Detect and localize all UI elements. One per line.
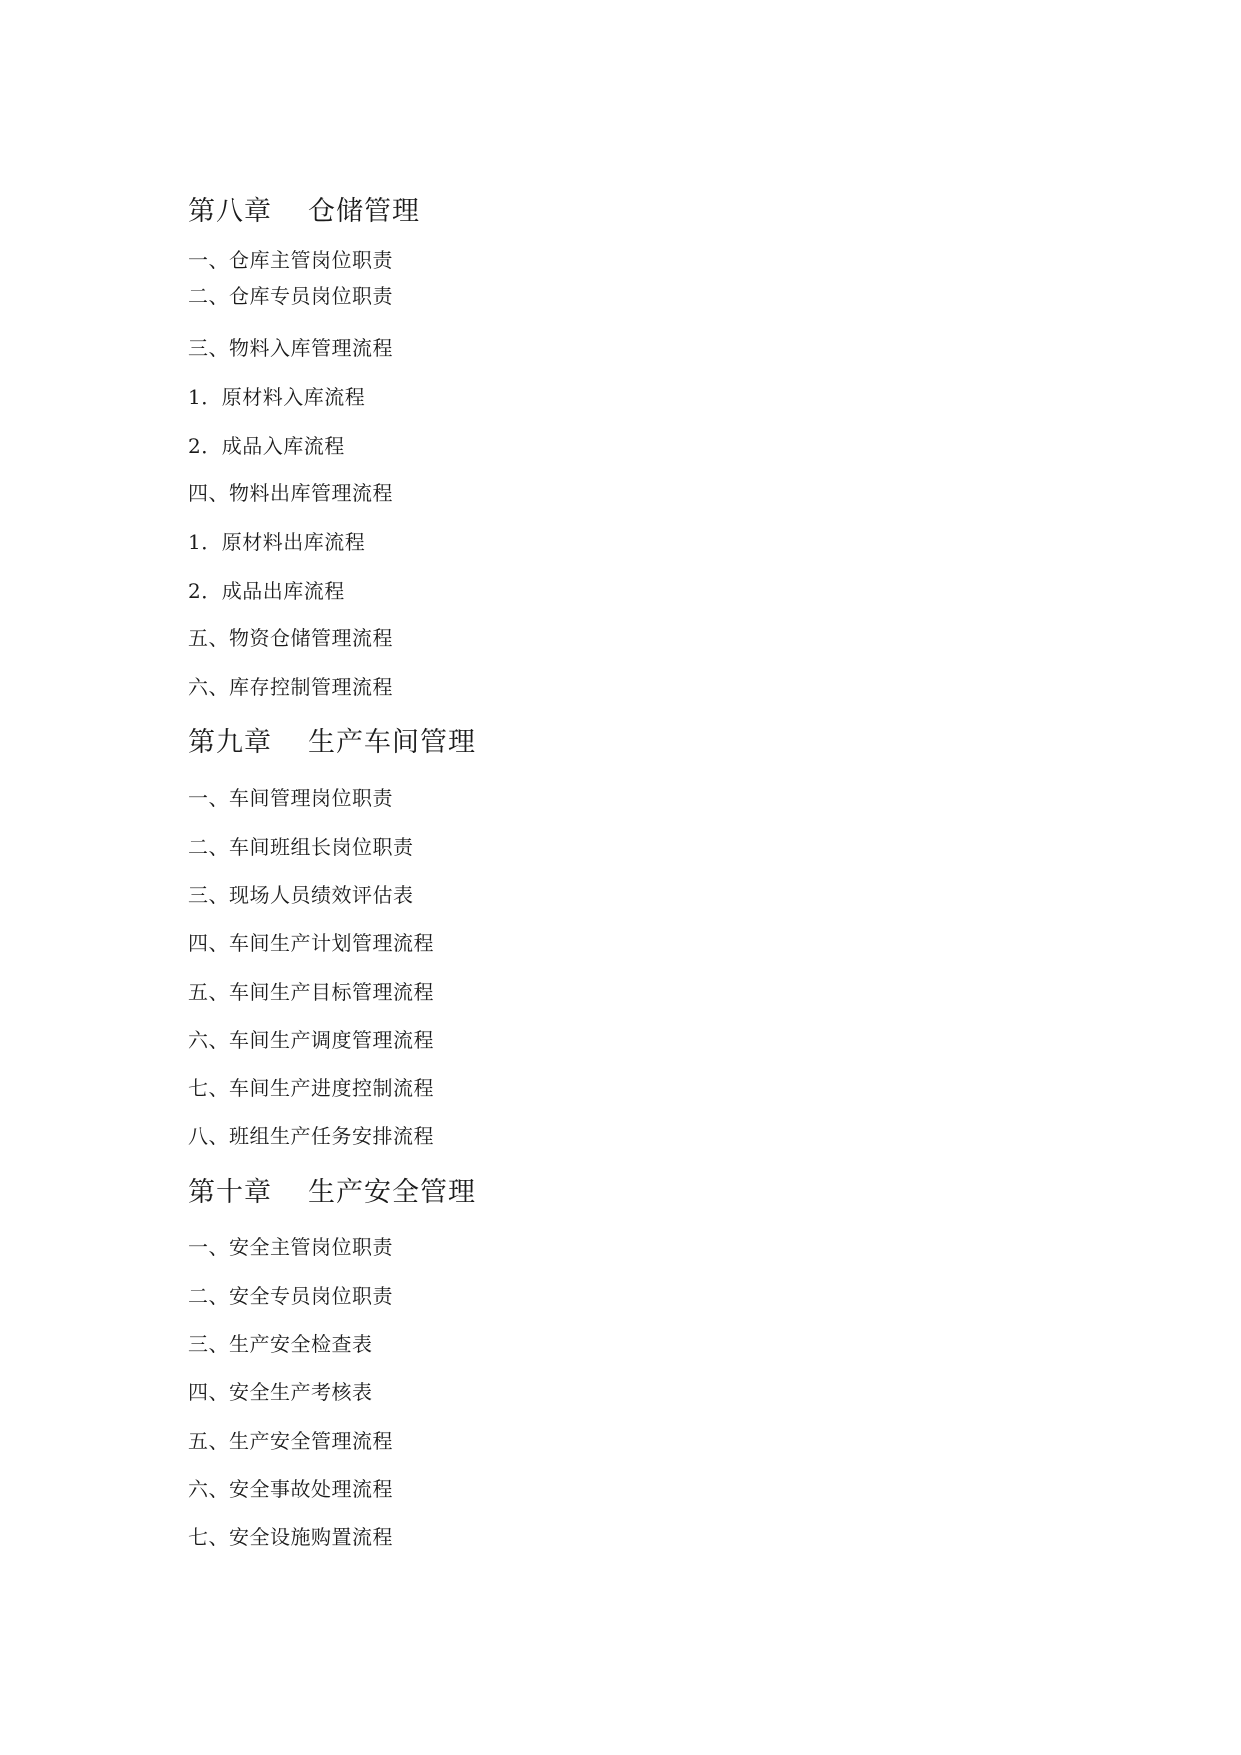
toc-subitem: 2．成品出库流程 (188, 579, 345, 603)
toc-item: 五、生产安全管理流程 (188, 1429, 393, 1453)
toc-item: 三、生产安全检查表 (188, 1332, 373, 1356)
toc-item: 二、安全专员岗位职责 (188, 1284, 393, 1308)
chapter-number: 第九章 (188, 727, 272, 758)
toc-item: 六、车间生产调度管理流程 (188, 1028, 434, 1052)
toc-subitem: 1．原材料出库流程 (188, 530, 366, 554)
toc-subitem: 2．成品入库流程 (188, 434, 345, 458)
toc-item: 五、车间生产目标管理流程 (188, 980, 434, 1004)
toc-item: 四、车间生产计划管理流程 (188, 931, 434, 955)
toc-item: 四、安全生产考核表 (188, 1380, 373, 1404)
toc-item: 七、车间生产进度控制流程 (188, 1076, 434, 1100)
toc-item: 一、安全主管岗位职责 (188, 1235, 393, 1259)
toc-item: 八、班组生产任务安排流程 (188, 1124, 434, 1148)
toc-item: 一、车间管理岗位职责 (188, 786, 393, 810)
chapter-title: 仓储管理 (308, 196, 420, 227)
chapter-title: 生产安全管理 (308, 1177, 476, 1208)
chapter-heading (188, 729, 476, 756)
toc-item: 一、仓库主管岗位职责 (188, 248, 393, 272)
toc-item: 五、物资仓储管理流程 (188, 626, 393, 650)
toc-item: 三、物料入库管理流程 (188, 336, 393, 360)
chapter-heading (188, 198, 420, 225)
toc-item: 三、现场人员绩效评估表 (188, 883, 414, 907)
toc-item: 二、车间班组长岗位职责 (188, 835, 414, 859)
toc-item: 七、安全设施购置流程 (188, 1525, 393, 1549)
chapter-title: 生产车间管理 (308, 727, 476, 758)
toc-item: 二、仓库专员岗位职责 (188, 284, 393, 308)
toc-item: 六、库存控制管理流程 (188, 675, 393, 699)
toc-item: 四、物料出库管理流程 (188, 481, 393, 505)
chapter-heading (188, 1179, 476, 1206)
toc-subitem: 1．原材料入库流程 (188, 385, 366, 409)
chapter-number: 第十章 (188, 1177, 272, 1208)
toc-item: 六、安全事故处理流程 (188, 1477, 393, 1501)
chapter-number: 第八章 (188, 196, 272, 227)
